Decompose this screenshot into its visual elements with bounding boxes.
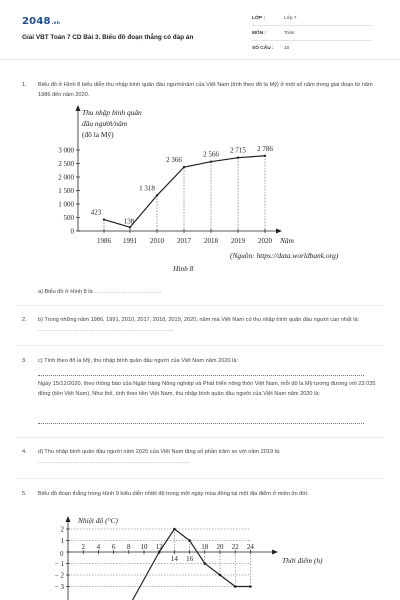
temperature-line-chart [0, 510, 400, 600]
chart2-y-arrow [66, 516, 71, 522]
chart2-x-tick-label: 14 [170, 555, 178, 563]
chart2-x-tick-label: 2 [81, 543, 85, 551]
chart1-ylabel-line1: Thu nhập bình quân [82, 108, 142, 117]
chart2-y-tick-label: 2 [60, 525, 64, 534]
chart1-y-tick-label: 0 [70, 227, 74, 236]
chart2-x-tick-label: 18 [201, 543, 209, 551]
chart2-point [249, 585, 252, 588]
chart2-x-tick-label: 10 [140, 543, 148, 551]
chart1-x-tick-label: 2020 [258, 237, 272, 245]
chart1-xlabel: Năm [280, 236, 294, 245]
chart2-x-tick-label: 8 [127, 543, 131, 551]
chart2-point [173, 528, 176, 531]
chart1-x-tick-label: 1986 [97, 237, 111, 245]
chart2-x-tick-label: 6 [111, 543, 116, 551]
chart2-x-tick-label: 24 [246, 543, 254, 551]
chart1-x-tick-label: 2010 [150, 237, 164, 245]
chart2-x-tick-label: 20 [216, 543, 224, 551]
chart2-y-tick-label: − 3 [54, 583, 64, 591]
question-5: 5. Biểu đồ đoạn thẳng trong Hình 9 biểu diễn nhiệt độ trong một ngày mùa đông tại một địa điểm ở miền ôn đới. [22, 491, 309, 497]
chart1-data-label: 2 366 [166, 156, 182, 165]
chart1-y-tick-label: 3 000 [58, 146, 74, 155]
chart1-point [264, 155, 266, 157]
chart1-point [156, 194, 158, 196]
chart2-point [204, 562, 207, 565]
chart2-xlabel: Thời điểm (h) [282, 556, 323, 565]
chart2-y-tick-label: − 1 [54, 560, 64, 568]
chart1-y-tick-label: 2 000 [58, 173, 74, 182]
chart1-point [103, 218, 105, 220]
chart1-source: (Nguồn: https://data.worldbank.org) [230, 251, 339, 260]
chart1-point [237, 156, 239, 158]
chart2-point [158, 551, 161, 554]
page-header: 2048.vn Giải VBT Toán 7 CD Bài 3. Biểu đồ đoạn thẳng có đáp án LỚP : Lớp 7 MÔN : Toán SỐ CÂU : 10 [0, 0, 400, 60]
question-3: 3. c) Tính theo đô la Mỹ, thu nhập bình quân đầu người của Việt Nam năm 2020 là: [22, 358, 239, 364]
chart1-data-label: 138 [123, 217, 135, 226]
question-1: 1. Biểu đồ ở Hình 8 biểu diễn thu nhập bình quân đầu người/năm của Việt Nam (tính theo đô la Mỹ) ở một số năm trong giai đoạn từ năm 1986 đến năm 2020. [22, 82, 373, 98]
chart1-y-arrow [76, 105, 81, 111]
site-logo[interactable]: 2048.vn [22, 16, 61, 27]
chart2-y-tick-label: 1 [60, 537, 64, 545]
question-2: 2. b) Trong những năm 1986, 1991, 2010, 2017, 2018, 2019, 2020, năm mà Việt Nam có thu nhập bình quân đầu người cao nhất là: .................................................................. [22, 317, 360, 333]
question-3-paragraph: Ngày 15/12/2020, theo thông báo của Ngân hàng Nông nghiệp và Phát triển nông thôn Việt Nam, mỗi đô la Mỹ tương đương với 23 035 đồng (tiền Việt Nam). Như thế, tính theo tiền Việt Nam, thu nhập bình quân đầu người của Việt Nam năm 2020 là: [38, 381, 376, 397]
chart2-x-tick-label: 22 [231, 543, 239, 551]
chart1-ylabel-line2: đầu người/năm [82, 119, 128, 128]
question-1a: a) Biểu đồ ở Hình 8 là ................................. [38, 289, 163, 295]
chart1-x-arrow [276, 229, 282, 234]
chart1-y-tick-label: 2 500 [58, 160, 74, 168]
chart1-data-label: 2 715 [230, 146, 246, 155]
chart1-point [129, 226, 131, 228]
chart1-y-tick-label: 1 500 [58, 187, 74, 195]
chart1-ylabel-line3: (đô la Mỹ) [82, 130, 114, 139]
chart2-origin: 0 [60, 550, 64, 558]
chart1-point [183, 166, 185, 168]
chart1-caption: Hình 8 [173, 264, 194, 273]
chart1-data-label: 2 566 [203, 150, 219, 159]
income-line-chart [0, 104, 400, 280]
chart2-x-tick-label: 4 [96, 543, 101, 551]
chart2-point [234, 585, 237, 588]
chart1-x-tick-label: 2019 [231, 237, 245, 245]
chart1-x-tick-label: 2018 [204, 237, 218, 245]
chart2-x-tick-label: 16 [186, 555, 194, 563]
chart1-data-label: 423 [90, 208, 102, 217]
chart1-data-label: 1 318 [139, 184, 155, 193]
chart1-y-tick-label: 1 000 [58, 200, 74, 209]
chart2-ylabel: Nhiệt độ (°C) [78, 516, 118, 525]
chart2-point [219, 574, 222, 577]
chart2-y-tick-label: − 2 [54, 571, 64, 580]
chart1-x-tick-label: 1991 [123, 237, 137, 245]
chart2-x-tick-label: 12 [155, 543, 163, 551]
chart2-x-arrow [272, 550, 278, 555]
question-4: 4. d) Thu nhập bình quân đầu người năm 2020 của Việt Nam tăng số phần trăm so với năm 2019 là: .......................................................................... [22, 449, 281, 465]
document-title: Giải VBT Toán 7 CD Bài 3. Biểu đồ đoạn thẳng có đáp án [22, 34, 194, 41]
chart2-series-line [133, 529, 251, 600]
chart1-y-tick-label: 500 [63, 214, 74, 222]
chart1-x-tick-label: 2017 [177, 237, 191, 245]
chart1-data-label: 2 786 [257, 144, 273, 153]
chart2-point [188, 539, 191, 542]
answer-line [38, 375, 364, 376]
chart1-point [210, 161, 212, 163]
answer-line [38, 423, 364, 424]
